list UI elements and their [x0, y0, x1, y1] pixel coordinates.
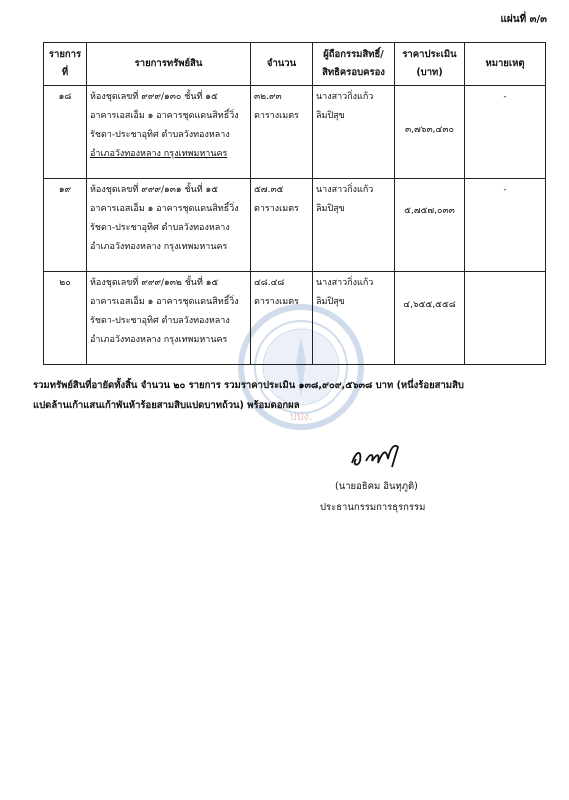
header-note: หมายเหตุ	[465, 43, 546, 86]
asset-line: รัชดา-ประชาอุทิศ ตำบลวังทองหลาง	[90, 316, 230, 326]
asset-line: อำเภอวังทองหลาง กรุงเทพมหานคร	[90, 335, 228, 345]
asset-line: อำเภอวังทองหลาง กรุงเทพมหานคร	[90, 242, 228, 252]
signer-name: (นายอธิคม อินทุภูติ)	[335, 481, 418, 492]
area-value: ๕๗.๓๕	[254, 185, 284, 195]
price-value: ๕,๗๕๗,๐๓๓	[404, 206, 455, 216]
row-number: ๑๘	[44, 86, 87, 179]
summary-line-2: แปดล้านเก้าแสนเก้าพันห้าร้อยสามสิบแปดบาทถ้วน) พร้อมดอกผล	[33, 400, 300, 411]
table-row	[44, 179, 546, 272]
area-value: ๔๘.๔๘	[254, 278, 285, 288]
owner-line: ลิมปิสุข	[316, 111, 345, 121]
owner-cell	[313, 272, 395, 365]
header-item: รายการทรัพย์สิน	[87, 43, 251, 86]
area-value: ๓๒.๙๓	[254, 92, 282, 102]
header-price: ราคาประเมิน (บาท)	[395, 43, 465, 86]
asset-line: อาคารเอสเอ็ม ๑ อาคารชุดแดนสิทธิ์วิ่ง	[90, 297, 239, 307]
table-row	[44, 86, 546, 179]
price-cell	[395, 86, 465, 179]
owner-line: ลิมปิสุข	[316, 204, 345, 214]
owner-line: นางสาวกิ่งแก้ว	[316, 185, 374, 195]
owner-cell	[313, 86, 395, 179]
owner-line: นางสาวกิ่งแก้ว	[316, 92, 374, 102]
owner-line: นางสาวกิ่งแก้ว	[316, 278, 374, 288]
asset-line: ห้องชุดเลขที่ ๙๙๙/๑๓๒ ชั้นที่ ๑๕	[90, 278, 219, 288]
svg-text:ปปง.: ปปง.	[289, 410, 313, 423]
price-cell	[395, 272, 465, 365]
handwritten-signature	[348, 441, 408, 471]
table-header-row	[44, 43, 546, 86]
asset-table	[43, 42, 546, 365]
asset-line: อาคารเอสเอ็ม ๑ อาคารชุดแดนสิทธิ์วิ่ง	[90, 204, 239, 214]
note-cell: -	[465, 86, 546, 179]
asset-line: รัชดา-ประชาอุทิศ ตำบลวังทองหลาง	[90, 223, 230, 233]
summary-line-1: รวมทรัพย์สินที่อายัดทั้งสิ้น จำนวน ๒๐ รายการ รวมราคาประเมิน ๑๓๘,๙๐๙,๕๖๓๘ บาท (หนึ่งร้อยสามสิบ	[33, 380, 464, 391]
asset-line: ห้องชุดเลขที่ ๙๙๙/๑๓๐ ชั้นที่ ๑๕	[90, 92, 218, 102]
asset-description	[87, 272, 251, 365]
area-unit: ตารางเมตร	[254, 204, 299, 214]
header-no: รายการที่	[44, 43, 87, 86]
row-number: ๑๙	[44, 179, 87, 272]
signer-title: ประธานกรรมการธุรกรรม	[320, 502, 426, 513]
asset-line: รัชดา-ประชาอุทิศ ตำบลวังทองหลาง	[90, 130, 230, 140]
area-cell	[251, 86, 313, 179]
page-number: แผ่นที่ ๓/๓	[500, 14, 547, 25]
owner-cell	[313, 179, 395, 272]
asset-line: ห้องชุดเลขที่ ๙๙๙/๑๓๑ ชั้นที่ ๑๕	[90, 185, 219, 195]
note-cell	[465, 272, 546, 365]
price-cell	[395, 179, 465, 272]
owner-line: ลิมปิสุข	[316, 297, 345, 307]
asset-summary	[33, 376, 533, 416]
area-unit: ตารางเมตร	[254, 297, 299, 307]
header-owner: ผู้ถือกรรมสิทธิ์/สิทธิครอบครอง	[313, 43, 395, 86]
row-number: ๒๐	[44, 272, 87, 365]
asset-description	[87, 179, 251, 272]
header-area: จำนวน	[251, 43, 313, 86]
area-cell	[251, 179, 313, 272]
price-value: ๓,๗๖๓,๔๓๐	[405, 125, 454, 135]
note-cell: -	[465, 179, 546, 272]
price-value: ๔,๖๕๕,๕๕๘	[403, 300, 456, 310]
area-cell	[251, 272, 313, 365]
area-unit: ตารางเมตร	[254, 111, 299, 121]
asset-line: อำเภอวังทองหลาง กรุงเทพมหานคร	[90, 149, 228, 159]
asset-description	[87, 86, 251, 179]
table-row	[44, 272, 546, 365]
asset-line: อาคารเอสเอ็ม ๑ อาคารชุดแดนสิทธิ์วิ่ง	[90, 111, 239, 121]
